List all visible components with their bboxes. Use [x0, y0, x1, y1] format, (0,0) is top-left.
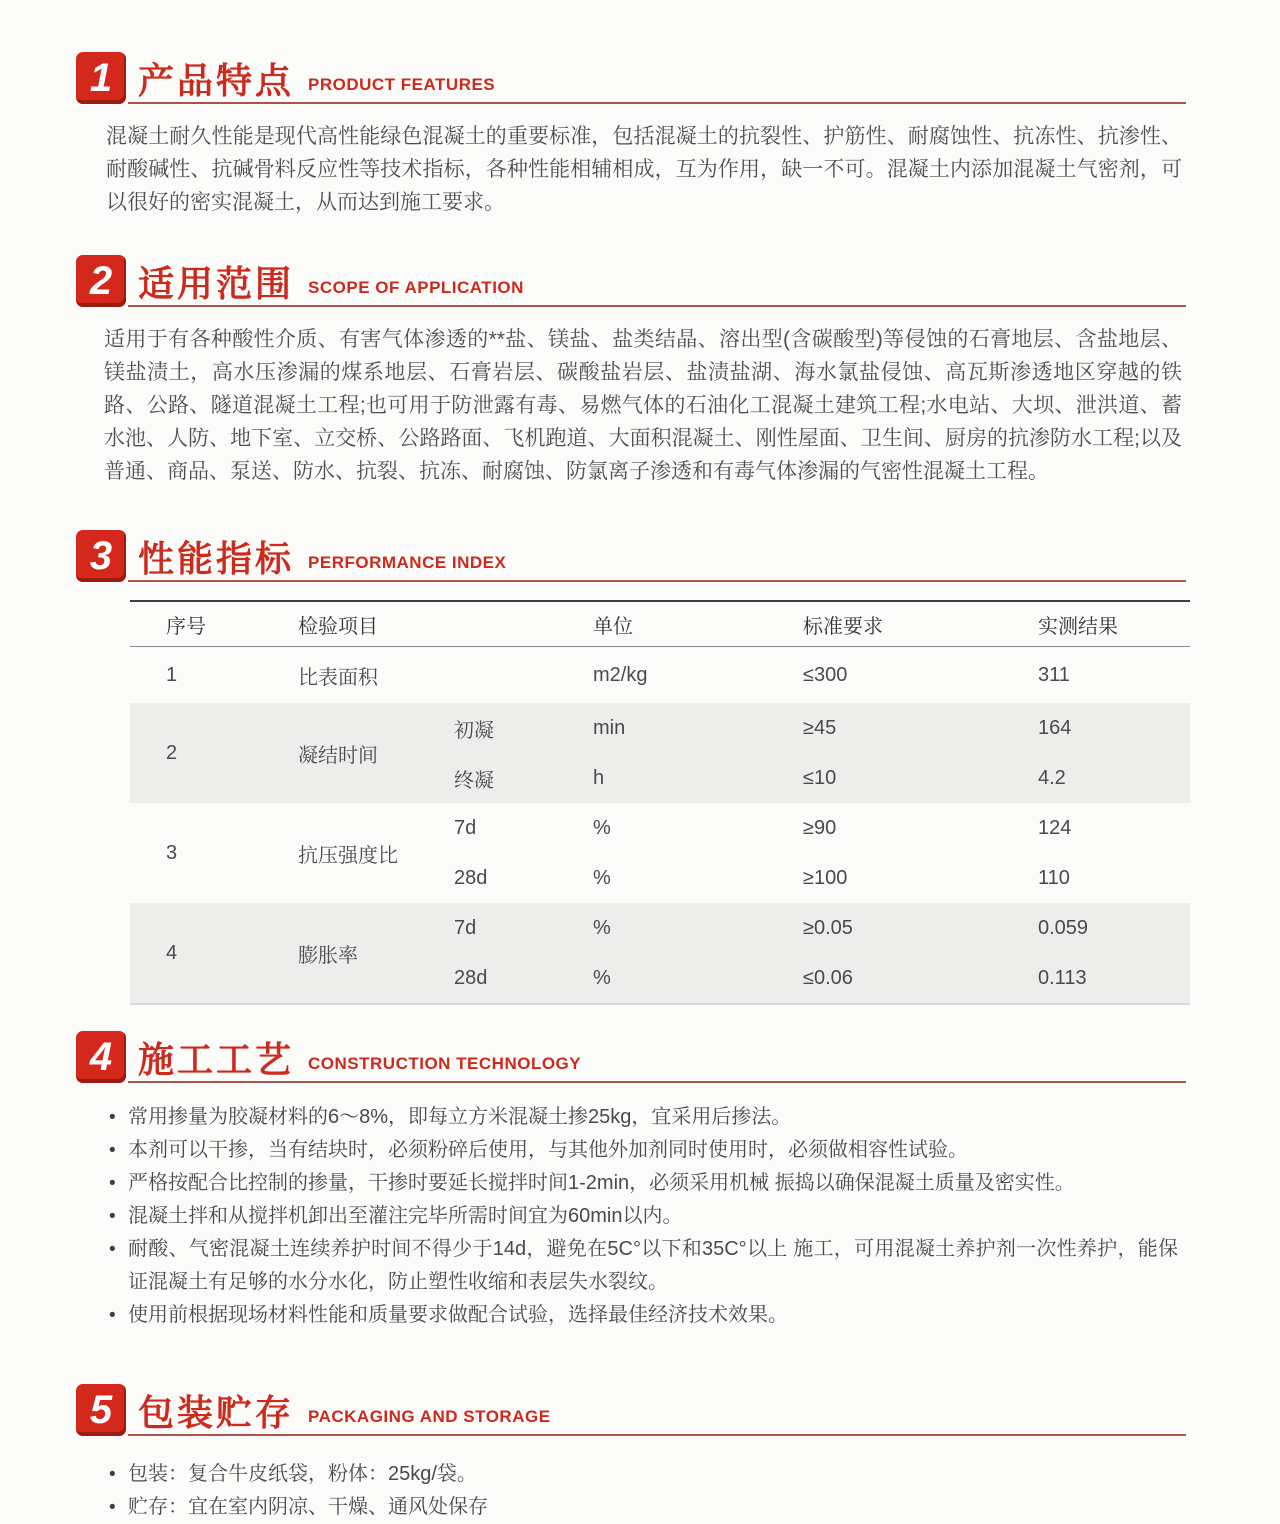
section-number: 5 — [89, 1387, 113, 1432]
section-titlebar — [128, 530, 1186, 582]
table-row — [130, 703, 1190, 753]
cell-std: ≥100 — [803, 866, 848, 889]
cell-sub: 终凝 — [420, 753, 565, 803]
section-header — [76, 255, 1186, 307]
cell-res: 164 — [1010, 703, 1190, 753]
cell-unit: min — [565, 703, 775, 753]
col-header-no: 序号 — [130, 601, 220, 647]
section-titlebar — [128, 255, 1186, 307]
section-header — [76, 1384, 1186, 1436]
section-title-en: PRODUCT FEATURES — [308, 75, 496, 94]
section-number: 2 — [89, 258, 113, 303]
section-paragraph: 适用于有各种酸性介质、有害气体渗透的**盐、镁盐、盐类结晶、溶出型(含碳酸型)等侵蚀的石膏地层、含盐地层、镁盐渍土，高水压渗漏的煤系地层、石膏岩层、碳酸盐岩层、盐渍盐湖、海水氯盐侵蚀、高瓦斯渗透地区穿越的铁路、公路、隧道混凝土工程;也可用于防泄露有毒、易燃气体的石油化工混凝土建筑工程;水电站、大坝、泄洪道、蓄水池、人防、地下室、立交桥、公路路面、飞机跑道、大面积混凝土、刚性屋面、卫生间、厨房的抗渗防水工程;以及普通、商品、泵送、防水、抗裂、抗冻、耐腐蚀、防氯离子渗透和有毒气体渗漏的气密性混凝土工程。 — [104, 328, 1182, 483]
cell-unit: % — [565, 953, 775, 1004]
section-titlebar — [128, 1031, 1186, 1083]
section-title-zh: 适用范围 — [138, 263, 295, 304]
cell-no: 1 — [166, 663, 178, 686]
cell-std: ≥90 — [803, 816, 837, 839]
cell-unit: h — [565, 753, 775, 803]
section-title-zh: 施工工艺 — [138, 1039, 295, 1080]
cell-sub: 7d — [454, 816, 477, 839]
section-header — [76, 530, 1186, 582]
section-title-zh: 包装贮存 — [138, 1392, 295, 1433]
cell-res: 110 — [1038, 866, 1070, 889]
section-header — [76, 1031, 1186, 1083]
list-item: • 混凝土拌和从搅拌机卸出至灌注完毕所需时间宜为60min以内。 — [108, 1200, 1178, 1233]
list-item: • 耐酸、气密混凝土连续养护时间不得少于14d，避免在5C°以下和35C°以上 施工，可用混凝土养护剂一次性养护，能保证混凝土有足够的水分水化，防止塑性收缩和表层失水裂纹。 — [108, 1233, 1178, 1299]
cell-no: 3 — [166, 841, 178, 864]
cell-sub: 28d — [420, 953, 565, 1004]
cell-no: 2 — [130, 703, 220, 803]
section-construction-technology — [76, 1031, 1186, 1332]
list-item: • 常用掺量为胶凝材料的6～8%，即每立方米混凝土掺25kg，宜采用后掺法。 — [108, 1101, 1178, 1134]
section-paragraph: 混凝土耐久性能是现代高性能绿色混凝土的重要标准，包括混凝土的抗裂性、护筋性、耐腐蚀性、抗冻性、抗渗性、耐酸碱性、抗碱骨料反应性等技术指标，各种性能相辅相成，互为作用，缺一不可。混凝土内添加混凝土气密剂，可以很好的密实混凝土，从而达到施工要求。 — [106, 125, 1182, 214]
cell-res: 0.113 — [1010, 953, 1190, 1004]
col-header-item: 检验项目 — [220, 601, 420, 647]
cell-res: 4.2 — [1010, 753, 1190, 803]
section-title-en: SCOPE OF APPLICATION — [308, 278, 524, 297]
section-packaging-storage — [76, 1384, 1186, 1524]
cell-sub: 28d — [454, 866, 488, 889]
cell-std: ≥0.05 — [775, 903, 1010, 953]
cell-item: 抗压强度比 — [298, 844, 398, 867]
cell-unit: m2/kg — [593, 663, 648, 686]
cell-item: 凝结时间 — [220, 703, 420, 803]
section-number: 1 — [89, 55, 113, 100]
cell-unit: % — [565, 903, 775, 953]
col-header-res: 实测结果 — [1010, 601, 1190, 647]
cell-res: 311 — [1038, 663, 1070, 686]
section-title-en: CONSTRUCTION TECHNOLOGY — [308, 1054, 582, 1073]
list-item: • 使用前根据现场材料性能和质量要求做配合试验，选择最佳经济技术效果。 — [108, 1299, 1178, 1332]
section-number-badge — [76, 255, 126, 307]
table-row — [130, 903, 1190, 953]
cell-no: 4 — [130, 903, 220, 1004]
section-number: 3 — [89, 533, 113, 578]
section-titlebar — [128, 52, 1186, 104]
section-title-zh: 产品特点 — [138, 60, 295, 101]
section-number: 4 — [89, 1034, 113, 1079]
cell-sub — [420, 647, 565, 704]
section-title-en: PERFORMANCE INDEX — [308, 553, 507, 572]
list-item: • 本剂可以干掺，当有结块时，必须粉碎后使用，与其他外加剂同时使用时，必须做相容性试验。 — [108, 1134, 1178, 1167]
section-number-badge — [76, 1031, 126, 1083]
cell-std: ≤10 — [775, 753, 1010, 803]
table-row — [130, 803, 1190, 853]
list-item: • 严格按配合比控制的掺量，干掺时要延长搅拌时间1-2min，必须采用机械 振捣以确保混凝土质量及密实性。 — [108, 1167, 1178, 1200]
section-titlebar — [128, 1384, 1186, 1436]
performance-table — [130, 600, 1190, 1005]
cell-sub: 7d — [420, 903, 565, 953]
col-header-unit: 单位 — [565, 601, 775, 647]
list-item: • 包装：复合牛皮纸袋，粉体：25kg/袋。 — [108, 1458, 1178, 1491]
cell-unit: % — [593, 816, 611, 839]
list-item: • 贮存：宜在室内阴凉、干燥、通风处保存 — [108, 1491, 1178, 1524]
cell-res: 0.059 — [1010, 903, 1190, 953]
section-scope-of-application — [76, 255, 1186, 488]
table-header-row — [130, 601, 1190, 647]
section-number-badge — [76, 530, 126, 582]
cell-sub: 初凝 — [420, 703, 565, 753]
packaging-bullet-list — [108, 1458, 1178, 1524]
section-performance-index — [76, 530, 1186, 1005]
cell-item: 膨胀率 — [220, 903, 420, 1004]
cell-std: ≥45 — [775, 703, 1010, 753]
cell-std: ≤0.06 — [775, 953, 1010, 1004]
cell-res: 124 — [1038, 816, 1072, 839]
table-row — [130, 647, 1190, 704]
construction-bullet-list — [108, 1101, 1178, 1332]
section-number-badge — [76, 52, 126, 104]
cell-item: 比表面积 — [298, 666, 378, 689]
cell-std: ≤300 — [803, 663, 848, 686]
section-number-badge — [76, 1384, 126, 1436]
cell-unit: % — [593, 866, 611, 889]
section-title-zh: 性能指标 — [138, 538, 295, 579]
section-header — [76, 52, 1186, 104]
section-product-features — [76, 52, 1186, 219]
col-header-std: 标准要求 — [775, 601, 1010, 647]
section-title-en: PACKAGING AND STORAGE — [308, 1407, 551, 1426]
col-header-sub — [420, 601, 565, 647]
